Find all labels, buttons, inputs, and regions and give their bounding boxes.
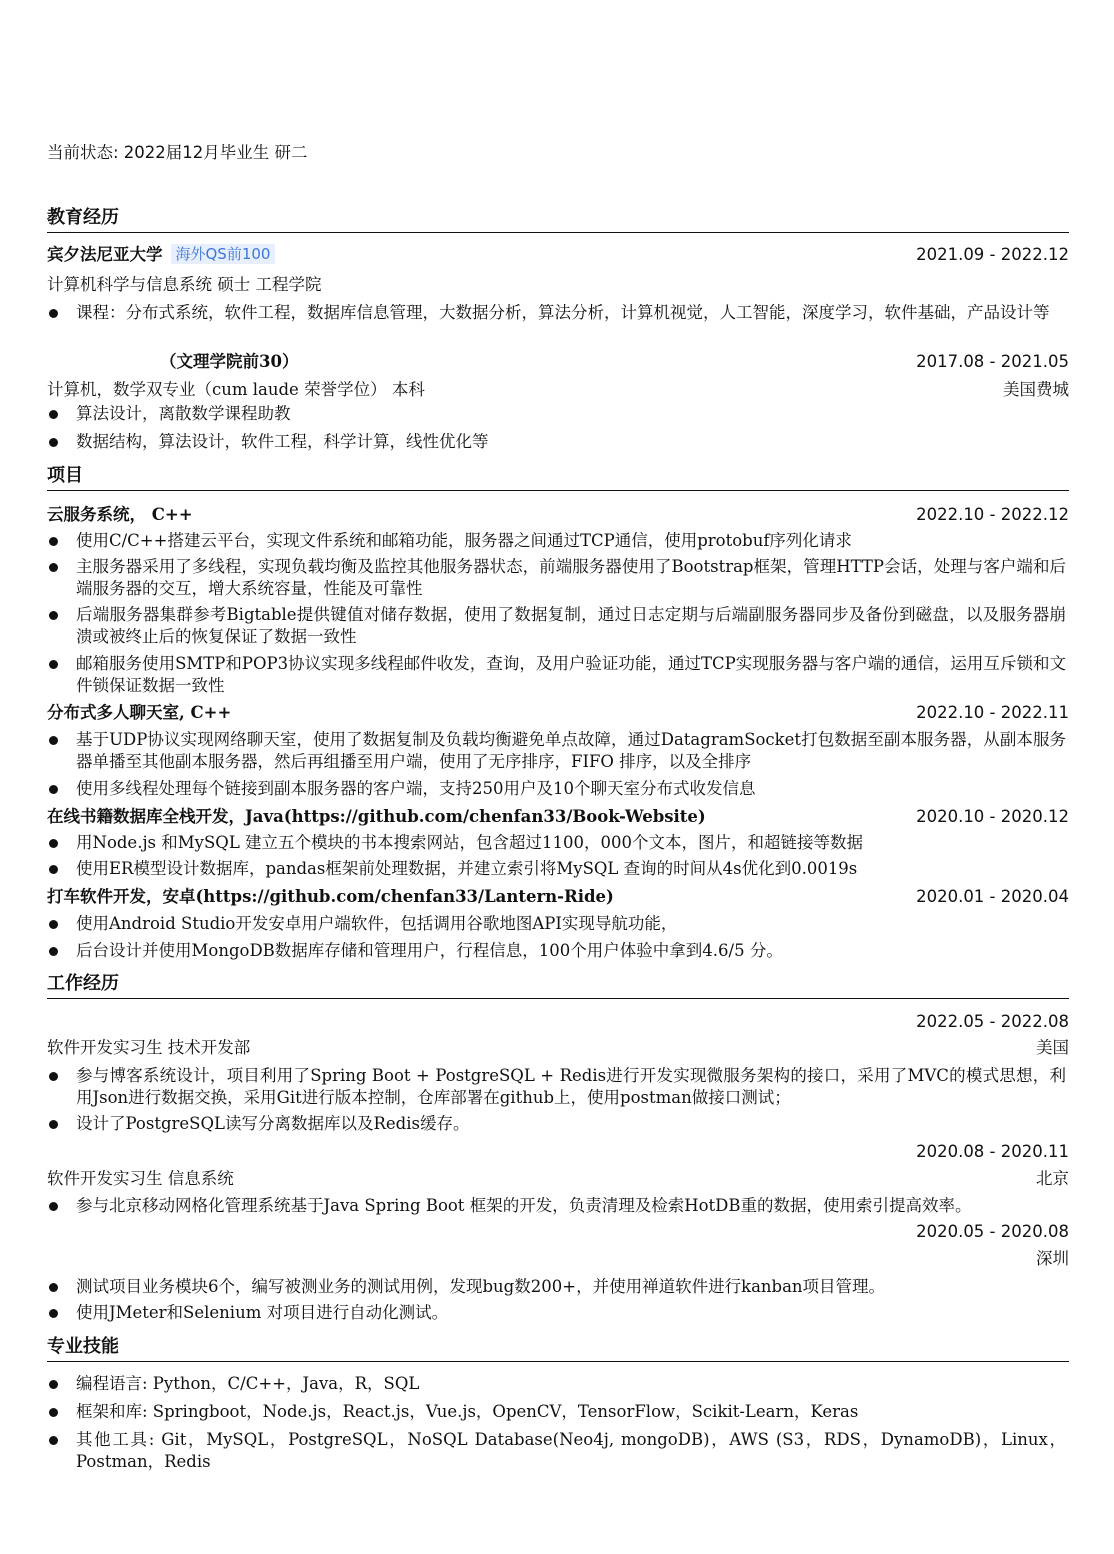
bullet-icon — [49, 1072, 58, 1081]
bullet-text: 用Node.js 和MySQL 建立五个模块的书本搜索网站，包含超过1100，000个文本，图片，和超链接等数据 — [76, 833, 864, 852]
list-item — [47, 431, 1069, 453]
work-date: 2020.05 - 2020.08 — [916, 1222, 1069, 1241]
work-location: 北京 — [1036, 1169, 1069, 1188]
bullet-icon — [49, 438, 58, 447]
list-item — [47, 302, 1069, 324]
bullet-icon — [49, 736, 58, 745]
list-item — [47, 940, 1069, 962]
work-location: 深圳 — [1036, 1249, 1069, 1268]
list-item — [47, 1373, 1069, 1395]
current-status: 当前状态: 2022届12月毕业生 研二 — [47, 143, 308, 162]
bullet-icon — [49, 1283, 58, 1292]
bullet-icon — [49, 1408, 58, 1417]
project-title[interactable]: 在线书籍数据库全栈开发，Java(https://github.com/chenfan33/Book-Website) — [47, 807, 706, 826]
section-work-title: 工作经历 — [47, 971, 1069, 999]
bullet-text: 后台设计并使用MongoDB数据库存储和管理用户，行程信息，100个用户体验中拿到4.6/5 分。 — [76, 941, 783, 960]
bullet-text: 测试项目业务模块6个，编写被测业务的测试用例，发现bug数200+，并使用禅道软件进行kanban项目管理。 — [76, 1277, 886, 1296]
education-date: 2017.08 - 2021.05 — [916, 352, 1069, 371]
work-2-role-row — [47, 1168, 1069, 1190]
project-3-header — [47, 806, 1069, 828]
list-item — [47, 604, 1069, 648]
work-location: 美国 — [1036, 1038, 1069, 1057]
bullet-text: 参与博客系统设计，项目利用了Spring Boot + PostgreSQL + Redis进行开发实现微服务架构的接口，采用了MVC的模式思想，利用Json进行数据交换，采用Git进行版本控制，仓库部署在github上，使用postman做接口测试； — [76, 1066, 1066, 1107]
list-item — [47, 1401, 1069, 1423]
bullet-text: 编程语言: Python，C/C++，Java，R，SQL — [76, 1374, 420, 1393]
education-entry-2-header — [47, 351, 1069, 373]
list-item — [47, 1195, 1069, 1217]
project-title[interactable]: 打车软件开发，安卓(https://github.com/chenfan33/Lantern-Ride) — [47, 887, 614, 906]
bullet-icon — [49, 563, 58, 572]
bullet-icon — [49, 947, 58, 956]
bullet-text: 数据结构，算法设计，软件工程，科学计算，线性优化等 — [76, 432, 489, 451]
bullet-text: 使用ER模型设计数据库，pandas框架前处理数据，并建立索引将MySQL 查询的时间从4s优化到0.0019s — [76, 859, 858, 878]
project-date: 2020.01 - 2020.04 — [916, 887, 1069, 906]
section-skills-title: 专业技能 — [47, 1334, 1069, 1362]
bullet-icon — [49, 537, 58, 546]
project-4-header — [47, 886, 1069, 908]
work-1-date-row — [47, 1011, 1069, 1033]
bullet-icon — [49, 839, 58, 848]
bullet-icon — [49, 1309, 58, 1318]
education-entry-1-degree — [47, 274, 1069, 296]
work-date: 2020.08 - 2020.11 — [916, 1142, 1069, 1161]
list-item — [47, 556, 1069, 600]
bullet-icon — [49, 785, 58, 794]
bullet-text: 使用C/C++搭建云平台，实现文件系统和邮箱功能，服务器之间通过TCP通信，使用protobuf序列化请求 — [76, 531, 852, 550]
work-1-role-row — [47, 1037, 1069, 1059]
bullet-icon — [49, 410, 58, 419]
qs-rank-badge: 海外QS前100 — [171, 244, 276, 264]
bullet-icon — [49, 611, 58, 620]
list-item — [47, 653, 1069, 697]
section-education-title: 教育经历 — [47, 205, 1069, 233]
bullet-icon — [49, 309, 58, 318]
bullet-icon — [49, 865, 58, 874]
bullet-text: 基于UDP协议实现网络聊天室，使用了数据复制及负载均衡避免单点故障，通过DatagramSocket打包数据至副本服务器，从副本服务器单播至其他副本服务器，然后再组播至用户端，使用了无序排序，FIFO 排序，以及全排序 — [76, 730, 1066, 771]
list-item — [47, 403, 1069, 425]
bullet-text: 算法设计，离散数学课程助教 — [76, 404, 291, 423]
bullet-text: 邮箱服务使用SMTP和POP3协议实现多线程邮件收发，查询，及用户验证功能，通过TCP实现服务器与客户端的通信，运用互斥锁和文件锁保证数据一致性 — [76, 654, 1066, 695]
bullet-text: 课程：分布式系统，软件工程，数据库信息管理，大数据分析，算法分析，计算机视觉，人工智能，深度学习，软件基础，产品设计等 — [76, 303, 1050, 322]
project-2-header — [47, 702, 1069, 724]
degree-text: 计算机，数学双专业（cum laude 荣誉学位） 本科 — [47, 380, 425, 399]
project-title: 云服务系统， C++ — [47, 505, 193, 524]
list-item — [47, 1065, 1069, 1109]
work-role: 软件开发实习生 信息系统 — [47, 1169, 234, 1188]
list-item — [47, 778, 1069, 800]
bullet-icon — [49, 660, 58, 669]
work-3-role-row — [47, 1248, 1069, 1270]
bullet-text: 使用JMeter和Selenium 对项目进行自动化测试。 — [76, 1303, 449, 1322]
bullet-text: 使用Android Studio开发安卓用户端软件，包括调用谷歌地图API实现导航功能， — [76, 914, 678, 933]
bullet-icon — [49, 1436, 58, 1445]
list-item — [47, 1429, 1069, 1473]
bullet-icon — [49, 1202, 58, 1211]
project-date: 2022.10 - 2022.12 — [916, 505, 1069, 524]
bullet-text: 使用多线程处理每个链接到副本服务器的客户端，支持250用户及10个聊天室分布式收发信息 — [76, 779, 756, 798]
list-item — [47, 530, 1069, 552]
bullet-text: 其他工具: Git，MySQL，PostgreSQL，NoSQL Database(Neo4j, mongoDB)，AWS (S3，RDS，DynamoDB)，Linux，Postman，Redis — [76, 1430, 1066, 1471]
bullet-text: 框架和库: Springboot，Node.js，React.js，Vue.js，OpenCV，TensorFlow，Scikit-Learn，Keras — [76, 1402, 859, 1421]
project-date: 2022.10 - 2022.11 — [916, 703, 1069, 722]
education-date: 2021.09 - 2022.12 — [916, 245, 1069, 264]
list-item — [47, 1113, 1069, 1135]
education-entry-2-degree — [47, 379, 1069, 401]
project-1-header — [47, 504, 1069, 526]
school-name: （文理学院前30） — [160, 352, 299, 371]
list-item — [47, 1302, 1069, 1324]
bullet-text: 主服务器采用了多线程，实现负载均衡及监控其他服务器状态，前端服务器使用了Bootstrap框架，管理HTTP会话，处理与客户端和后端服务器的交互，增大系统容量，性能及可靠性 — [76, 557, 1066, 598]
list-item — [47, 913, 1069, 935]
bullet-text: 后端服务器集群参考Bigtable提供键值对储存数据，使用了数据复制，通过日志定期与后端副服务器同步及备份到磁盘，以及服务器崩溃或被终止后的恢复保证了数据一致性 — [76, 605, 1066, 646]
education-location: 美国费城 — [1003, 380, 1069, 399]
list-item — [47, 729, 1069, 773]
work-3-date-row — [47, 1221, 1069, 1243]
work-date: 2022.05 - 2022.08 — [916, 1012, 1069, 1031]
degree-text: 计算机科学与信息系统 硕士 工程学院 — [47, 275, 322, 294]
list-item — [47, 832, 1069, 854]
bullet-text: 设计了PostgreSQL读写分离数据库以及Redis缓存。 — [76, 1114, 470, 1133]
work-2-date-row — [47, 1141, 1069, 1163]
bullet-icon — [49, 920, 58, 929]
project-date: 2020.10 - 2020.12 — [916, 807, 1069, 826]
school-name: 宾夕法尼亚大学 — [47, 245, 163, 264]
education-entry-1-header — [47, 244, 1069, 266]
bullet-icon — [49, 1380, 58, 1389]
bullet-text: 参与北京移动网格化管理系统基于Java Spring Boot 框架的开发，负责清理及检索HotDB重的数据，使用索引提高效率。 — [76, 1196, 972, 1215]
list-item — [47, 1276, 1069, 1298]
project-title: 分布式多人聊天室, C++ — [47, 703, 232, 722]
bullet-icon — [49, 1120, 58, 1129]
section-projects-title: 项目 — [47, 463, 1069, 491]
list-item — [47, 858, 1069, 880]
work-role: 软件开发实习生 技术开发部 — [47, 1038, 251, 1057]
